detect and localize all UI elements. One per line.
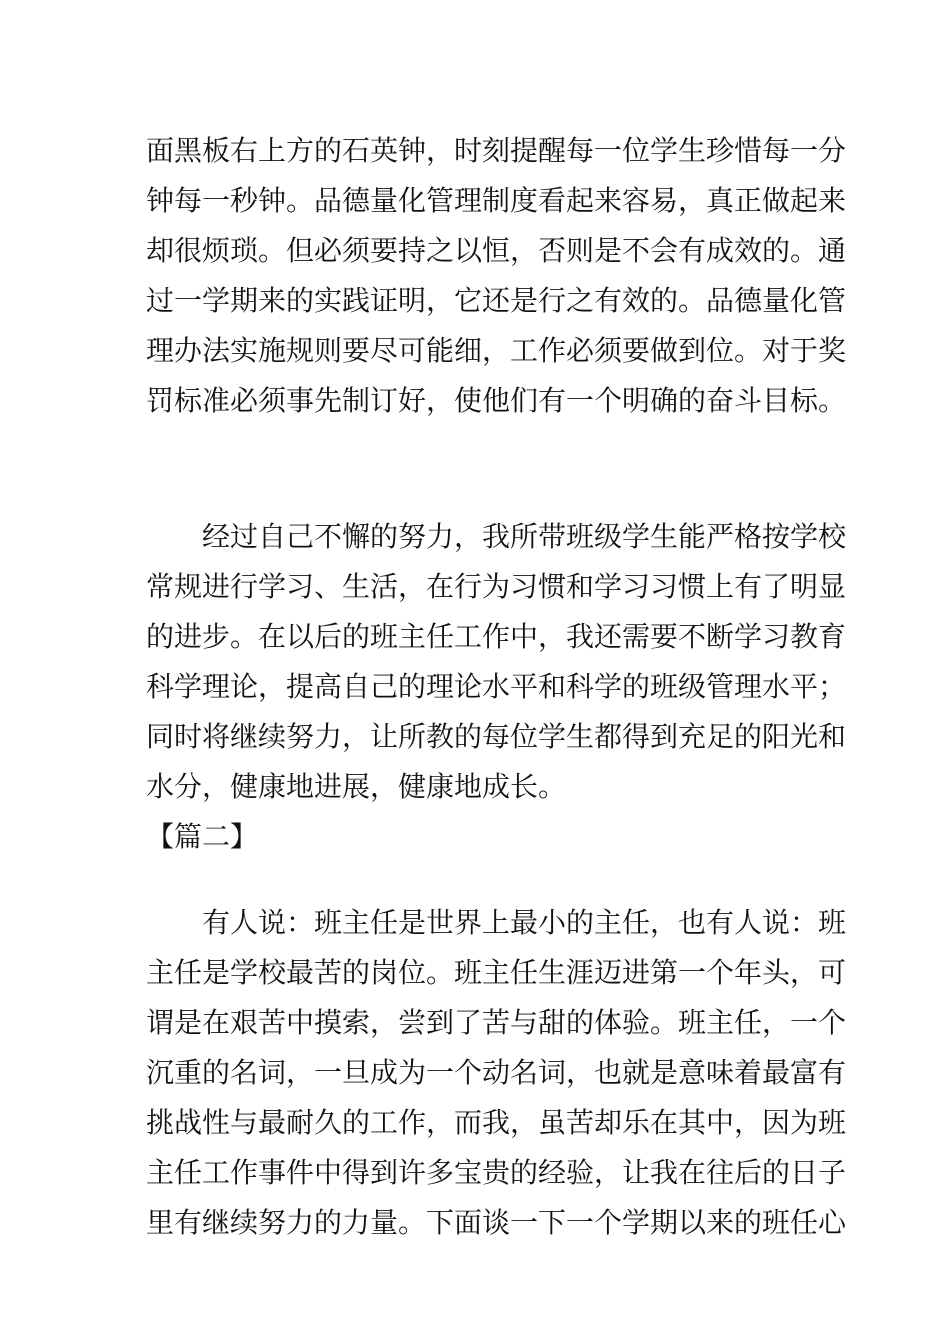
text-line: 理办法实施规则要尽可能细，工作必须要做到位。对于奖	[146, 334, 847, 367]
section-heading: 【篇二】	[146, 820, 259, 853]
section-heading-block	[146, 812, 810, 862]
paragraph-section-two	[146, 898, 847, 1248]
document-page	[146, 126, 847, 1248]
text-line: 水分，健康地进展，健康地成长。	[146, 770, 567, 803]
text-line: 沉重的名词，一旦成为一个动名词，也就是意味着最富有	[146, 1056, 847, 1089]
text-line: 却很烦琐。但必须要持之以恒，否则是不会有成效的。通	[146, 234, 847, 267]
text-line: 罚标准必须事先制订好，使他们有一个明确的奋斗目标。	[146, 384, 847, 417]
text-line: 常规进行学习、生活，在行为习惯和学习习惯上有了明显	[146, 570, 847, 603]
text-line: 谓是在艰苦中摸索，尝到了苦与甜的体验。班主任，一个	[146, 1006, 847, 1039]
text-line: 钟每一秒钟。品德量化管理制度看起来容易，真正做起来	[146, 184, 847, 217]
text-line: 的进步。在以后的班主任工作中，我还需要不断学习教育	[146, 620, 847, 653]
text-line: 同时将继续努力，让所教的每位学生都得到充足的阳光和	[146, 720, 847, 753]
text-line: 过一学期来的实践证明，它还是行之有效的。品德量化管	[146, 284, 847, 317]
paragraph-gap	[146, 426, 810, 512]
paragraph-gap	[146, 862, 810, 898]
text-line: 里有继续努力的力量。下面谈一下一个学期以来的班任心	[146, 1206, 847, 1239]
text-line-indented: 有人说：班主任是世界上最小的主任，也有人说：班	[202, 906, 847, 939]
text-line: 挑战性与最耐久的工作，而我，虽苦却乐在其中，因为班	[146, 1106, 847, 1139]
text-line: 科学理论，提高自己的理论水平和科学的班级管理水平；	[146, 670, 847, 703]
text-line-indented: 经过自己不懈的努力，我所带班级学生能严格按学校	[202, 520, 847, 553]
text-line: 主任是学校最苦的岗位。班主任生涯迈进第一个年头，可	[146, 956, 847, 989]
text-line: 面黑板右上方的石英钟，时刻提醒每一位学生珍惜每一分	[146, 134, 847, 167]
paragraph-continuation	[146, 126, 847, 426]
paragraph-summary	[146, 512, 847, 812]
text-line: 主任工作事件中得到许多宝贵的经验，让我在往后的日子	[146, 1156, 847, 1189]
